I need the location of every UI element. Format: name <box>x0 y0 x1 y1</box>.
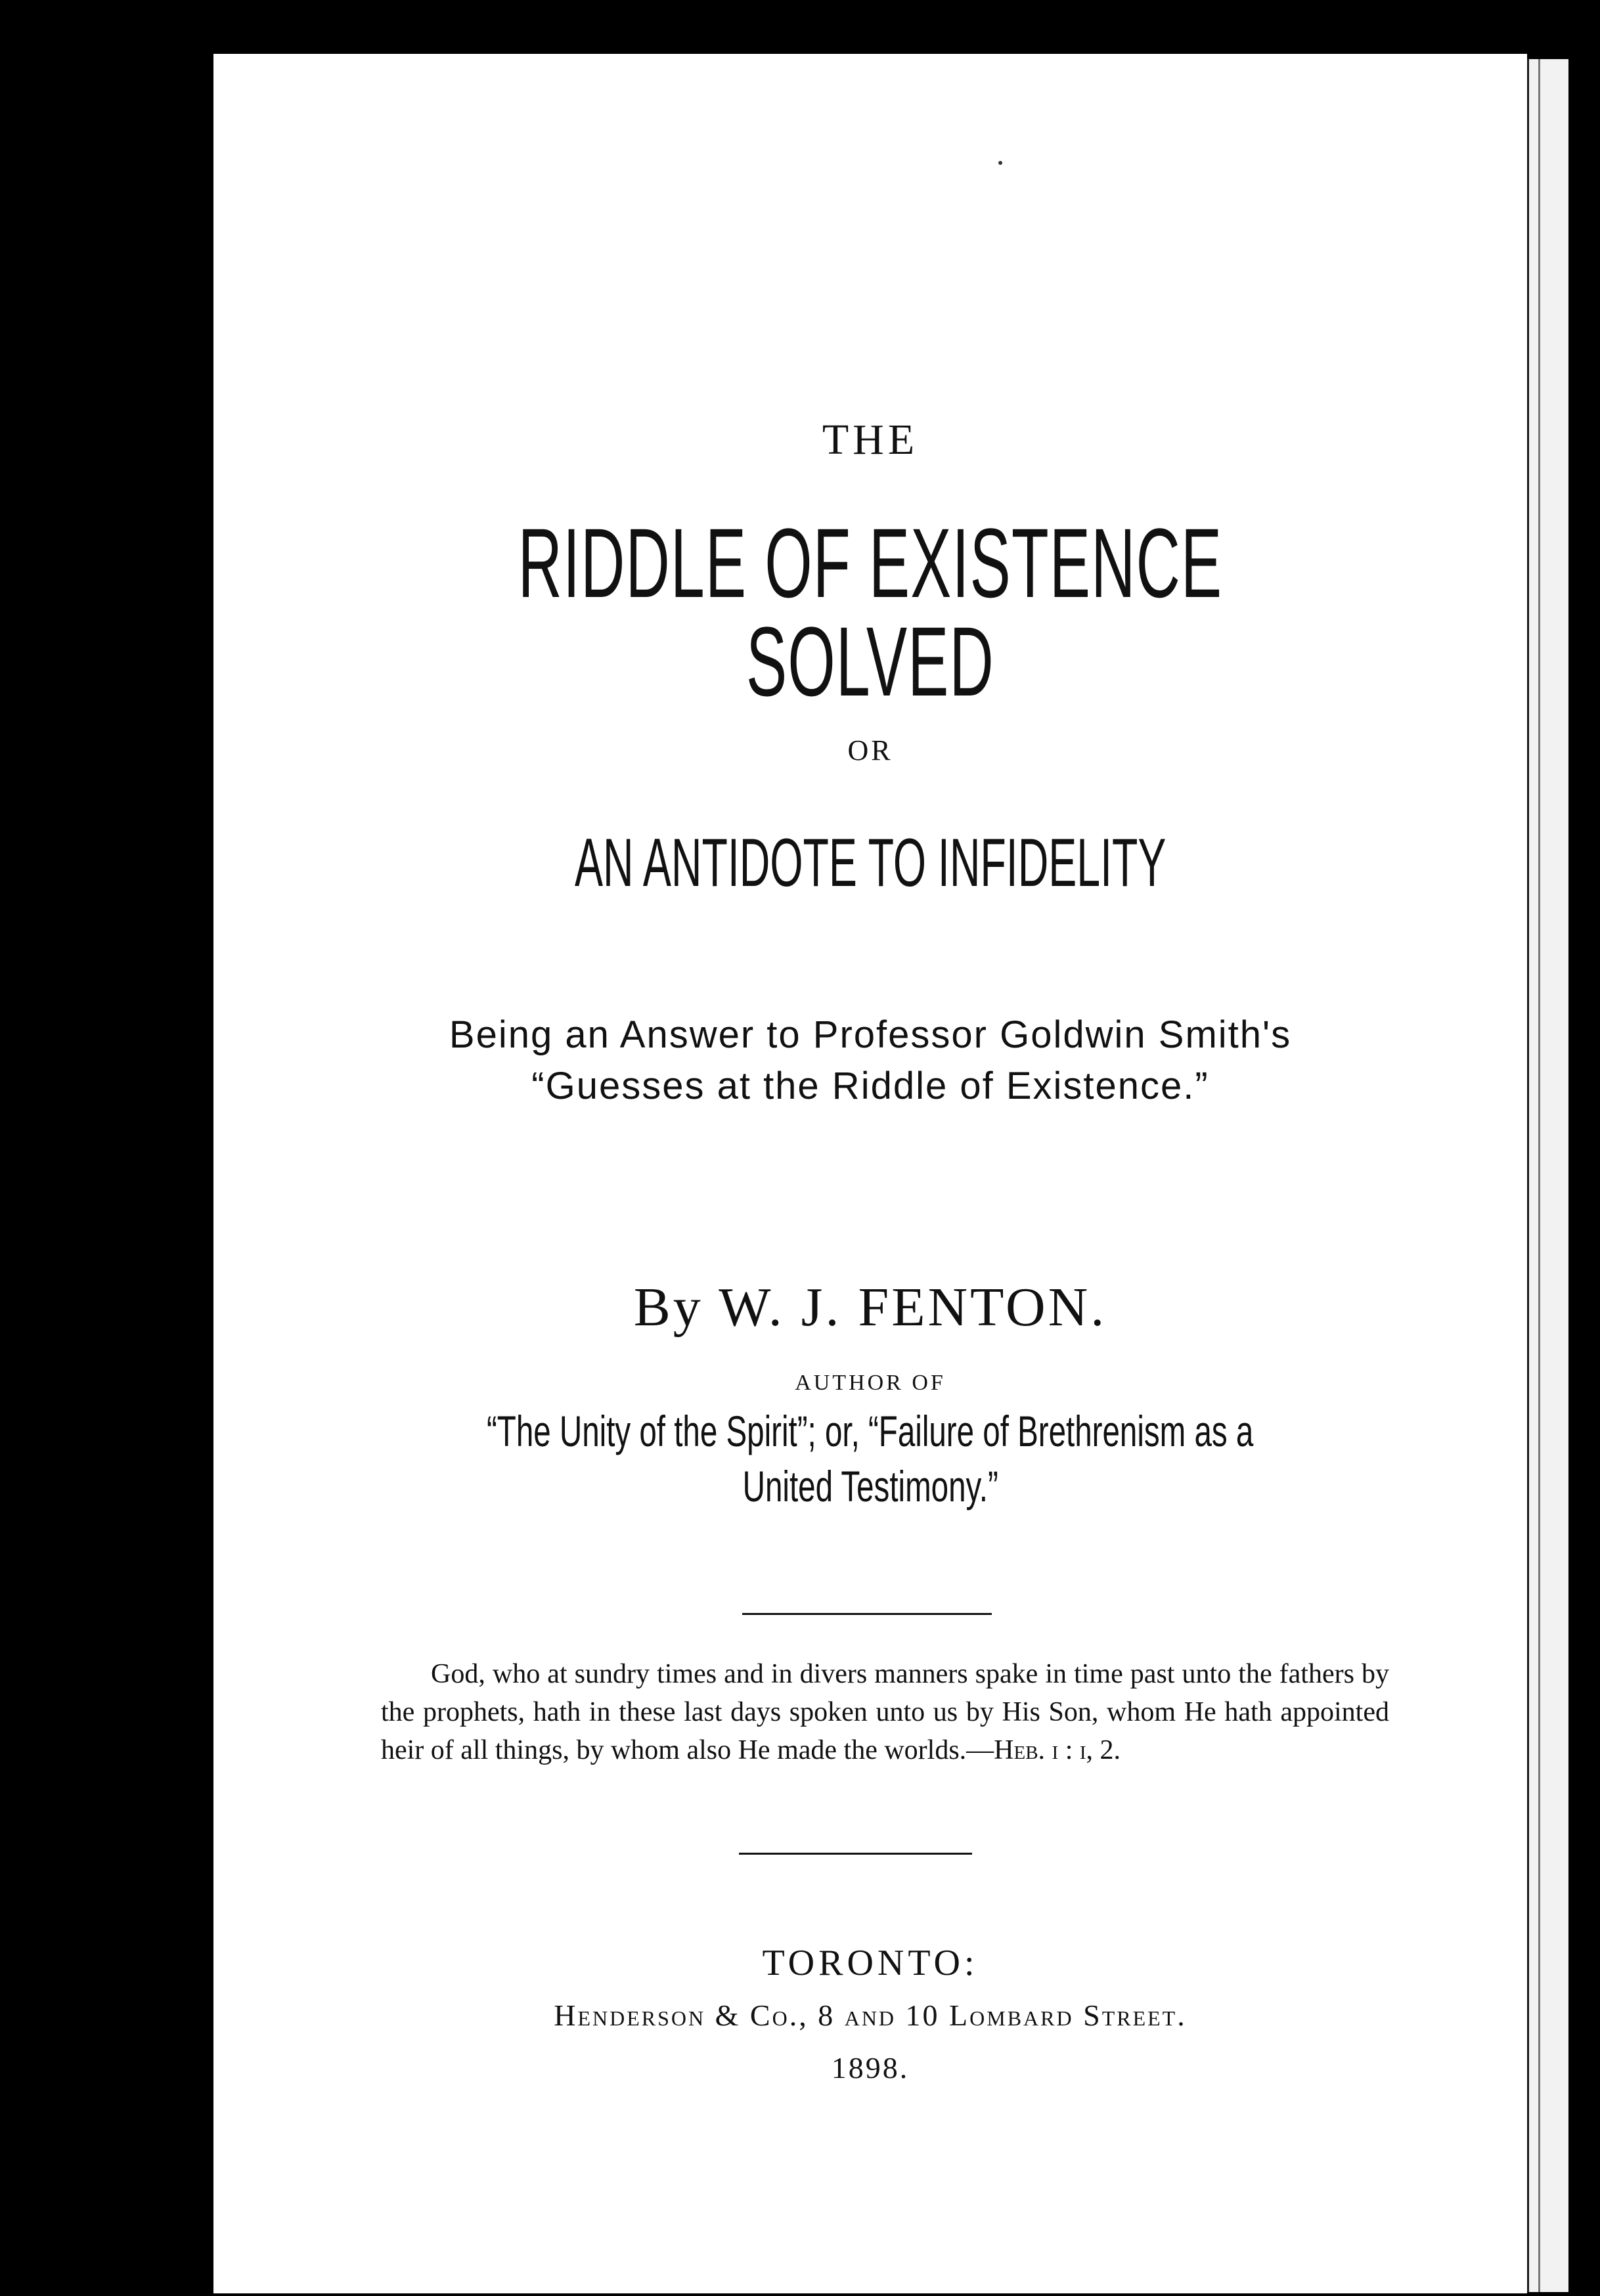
speck <box>998 161 1002 165</box>
epigraph-text: God, who at sundry times and in divers manners spake in time past unto the fathers by the prophets, hath in these last days spoken unto us by His Son, whom He hath appointed heir of all things, by whom also He made the worlds.— <box>381 1659 1389 1765</box>
alternate-title-text: AN ANTIDOTE TO INFIDELITY <box>574 825 1167 901</box>
author-of-label: AUTHOR OF <box>795 1371 946 1395</box>
divider-rule-top <box>742 1613 992 1615</box>
previous-works-line-2: United Testimony.” <box>742 1462 998 1511</box>
main-title-text: RIDDLE OF EXISTENCE SOLVED <box>518 508 1223 717</box>
previous-works-line-1: “The Unity of the Spirit”; or, “Failure of Brethrenism as a <box>487 1407 1254 1455</box>
subtitle-line-2: “Guesses at the Riddle of Existence.” <box>531 1065 1209 1107</box>
title-conjunction: OR <box>847 734 893 766</box>
subtitle <box>213 1009 1527 1112</box>
imprint-place: TORONTO: <box>762 1943 979 1983</box>
page-edge <box>1527 59 1568 2292</box>
epigraph <box>381 1655 1389 1769</box>
imprint-year: 1898. <box>831 2051 910 2085</box>
title-article: THE <box>822 416 919 464</box>
alternate-title <box>213 825 1527 901</box>
epigraph-reference: Heb. i : i, 2. <box>994 1735 1121 1765</box>
author-byline: By W. J. FENTON. <box>633 1277 1107 1338</box>
previous-works <box>213 1403 1527 1514</box>
imprint-publisher: Henderson & Co., 8 and 10 Lombard Street. <box>554 1998 1187 2032</box>
subtitle-line-1: Being an Answer to Professor Goldwin Smith's <box>449 1013 1292 1056</box>
title-page <box>213 54 1527 2293</box>
main-title <box>213 508 1527 717</box>
divider-rule-bottom <box>739 1853 972 1855</box>
